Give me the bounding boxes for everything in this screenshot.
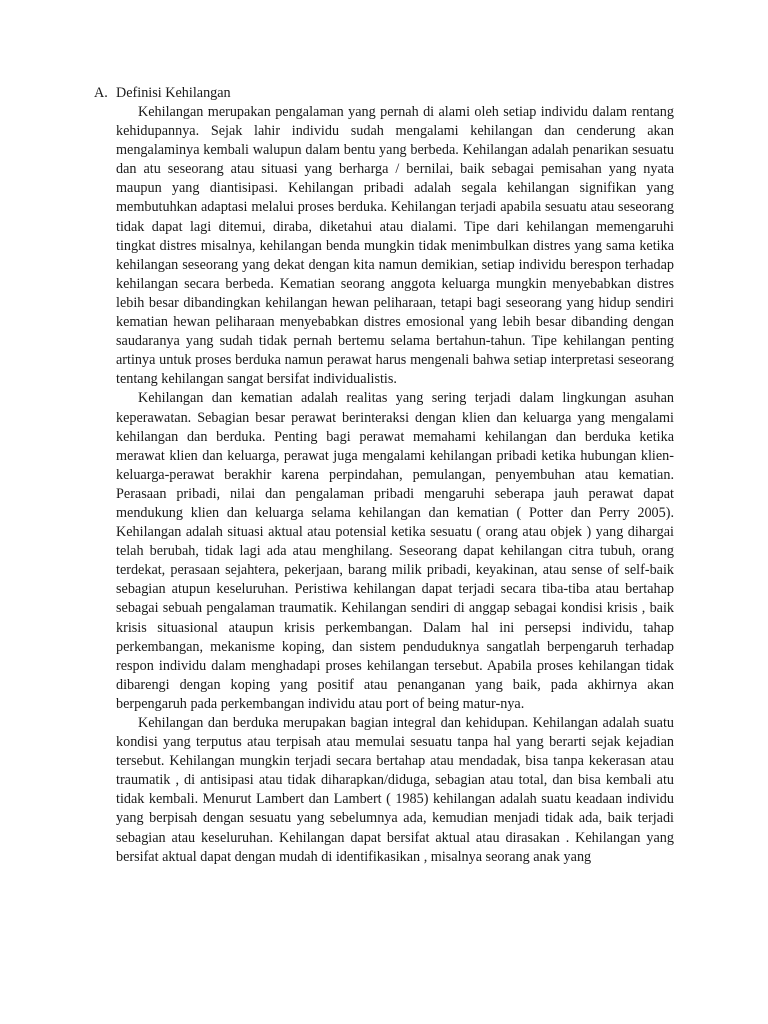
- document-content: [94, 84, 674, 867]
- paragraph: Kehilangan merupakan pengalaman yang pernah di alami oleh setiap individu dalam rentang kehidupannya. Sejak lahir individu sudah mengalami kehilangan dan cenderung akan mengalaminya kembali walupun dalam bentu yang berbeda. Kehilangan adalah penarikan sesuatu dan atu seseorang atau situasi yang berharga / bernilai, baik sebagai pemisahan yang nyata maupun yang diantisipasi. Kehilangan pribadi adalah segala kehilangan signifikan yang membutuhkan adaptasi melalui proses berduka. Kehilangan terjadi apabila sesuatu atau seseorang tidak dapat lagi ditemui, diraba, diketahui atau dialami. Tipe dari kehilangan memengaruhi tingkat distres misalnya, kehilangan benda mungkin tidak menimbulkan distres yang sama ketika kehilangan seseorang yang dekat dengan kita namun demikian, setiap individu berespon terhadap kehilangan secara berbeda. Kematian seorang anggota keluarga mungkin menyebabkan distres lebih besar dibandingkan kehilangan hewan peliharaan, tetapi bagi seseorang yang hidup sendiri kematian hewan peliharaan menyebabkan distres emosional yang lebih besar dibanding dengan saudaranya yang sudah tidak pernah bertemu selama bertahun-tahun. Tipe kehilangan penting artinya untuk proses berduka namun perawat harus mengenali bahwa setiap interpretasi seseorang tentang kehilangan sangat bersifat individualistis.: [116, 104, 674, 388]
- paragraph: Kehilangan dan kematian adalah realitas yang sering terjadi dalam lingkungan asuhan keperawatan. Sebagian besar perawat berinteraksi dengan klien dan keluarga yang mengalami kehilangan dan berduka. Penting bagi perawat memahami kehilangan dan berduka ketika merawat klien dan keluarga, perawat juga mengalami kehilangan pribadi ketika hubungan klien-keluarga-perawat berakhir karena perpindahan, pemulangan, penyembuhan atau kematian. Perasaan pribadi, nilai dan pengalaman pribadi mengaruhi seberapa jauh perawat dapat mendukung klien dan keluarga selama kehilangan dan kematian ( Potter dan Perry 2005). Kehilangan adalah situasi aktual atau potensial ketika sesuatu ( orang atau objek ) yang dihargai telah berubah, tidak lagi ada atau menghilang. Seseorang dapat kehilangan citra tubuh, orang terdekat, perasaan sejahtera, pekerjaan, barang milik pribadi, keyakinan, atau sense of self-baik sebagian atupun keseluruhan. Peristiwa kehilangan dapat terjadi secara tiba-tiba atau bertahap sebagai sebuah pengalaman traumatik. Kehilangan sendiri di anggap sebagai kondisi krisis , baik krisis situasional ataupun krisis perkembangan. Dalam hal ini persepsi individu, tahap perkembangan, mekanisme koping, dan sistem penduduknya sangatlah berpengaruh terhadap respon individu dalam menghadapi proses kehilangan tersebut. Apabila proses kehilangan tidak dibarengi dengan koping yang positif atau penanganan yang baik, pada akhirnya akan berpengaruh pada perkembangan individu atau port of being matur-nya.: [116, 390, 674, 712]
- section-body: [94, 103, 674, 867]
- section-marker: A.: [94, 85, 108, 101]
- section-title: Definisi Kehilangan: [116, 85, 231, 101]
- section-heading: [94, 84, 674, 103]
- paragraph: Kehilangan dan berduka merupakan bagian integral dan kehidupan. Kehilangan adalah suatu kondisi yang terputus atau terpisah atau memulai sesuatu tanpa hal yang berarti sejak kejadian tersebut. Kehilangan mungkin terjadi secara bertahap atau mendadak, bisa tanpa kekerasan atau traumatik , di antisipasi atau tidak diharapkan/diduga, sebagian atau total, dan bisa kembali atu tidak kembali. Menurut Lambert dan Lambert ( 1985) kehilangan adalah suatu keadaan individu yang berpisah dengan sesuatu yang sebelumnya ada, kemudian menjadi tidak ada, baik terjadi sebagian atau keseluruhan. Kehilangan dapat bersifat aktual atau dirasakan . Kehilangan yang bersifat aktual dapat dengan mudah di identifikasikan , misalnya seorang anak yang: [116, 715, 674, 865]
